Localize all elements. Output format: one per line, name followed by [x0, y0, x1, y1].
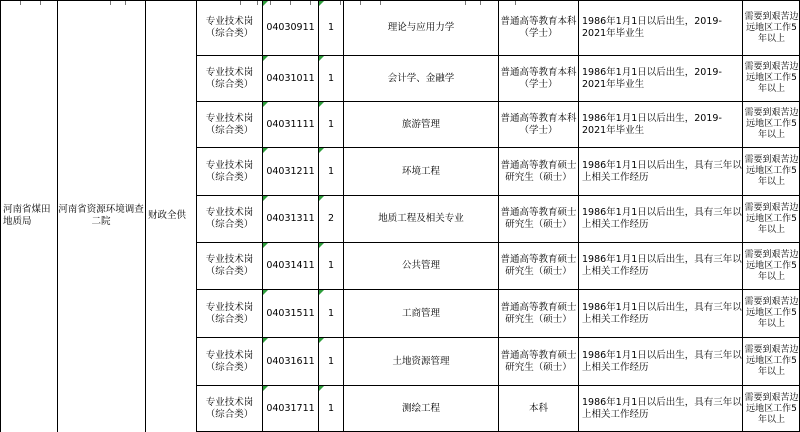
post-text: 专业技术岗（综合类） — [205, 16, 254, 39]
headcount-text: 1 — [327, 260, 335, 271]
note-cell[interactable] — [743, 1, 800, 55]
headcount-cell[interactable] — [319, 196, 343, 242]
position-code-cell[interactable] — [263, 102, 318, 147]
grid-column-line — [318, 0, 319, 432]
education-cell[interactable] — [499, 56, 578, 101]
requirement-cell[interactable] — [579, 243, 742, 289]
error-indicator-icon — [319, 148, 324, 153]
funding-text: 财政全供 — [148, 210, 187, 221]
position-code-text: 04031311 — [266, 213, 315, 224]
education-cell[interactable] — [499, 1, 578, 55]
position-code-text: 04031011 — [266, 72, 315, 84]
requirement-cell[interactable] — [579, 56, 742, 101]
education-cell[interactable] — [499, 243, 578, 289]
position-code-cell[interactable] — [263, 338, 318, 385]
headcount-text: 1 — [327, 118, 335, 130]
position-code-cell[interactable] — [263, 196, 318, 242]
education-cell[interactable] — [499, 102, 578, 147]
headcount-text: 1 — [327, 22, 335, 33]
position-code-text: 04031611 — [266, 355, 315, 367]
grid-row-line — [196, 147, 800, 148]
education-text: 本科 — [528, 403, 548, 414]
post-text: 专业技术岗（综合类） — [205, 207, 254, 230]
major-text: 工商管理 — [401, 307, 440, 319]
position-code-text: 04031511 — [266, 307, 315, 319]
post-text: 专业技术岗（综合类） — [205, 159, 254, 183]
education-text: 普通高等教育本科（学士） — [500, 66, 577, 90]
note-cell[interactable] — [743, 196, 800, 242]
note-cell[interactable] — [743, 56, 800, 101]
education-text: 普通高等教育硕士研究生（硕士） — [500, 207, 577, 230]
position-code-cell[interactable] — [263, 386, 318, 432]
note-text: 需要到艰苦边远地区工作5年以上 — [744, 202, 799, 235]
grid-column-line — [145, 0, 146, 432]
major-cell[interactable] — [344, 386, 498, 432]
position-code-text: 04031411 — [266, 260, 315, 271]
post-cell[interactable] — [197, 148, 262, 195]
error-indicator-icon — [263, 290, 268, 295]
position-code-cell[interactable] — [263, 243, 318, 289]
note-cell[interactable] — [743, 148, 800, 195]
major-text: 测绘工程 — [401, 403, 440, 414]
post-cell[interactable] — [197, 1, 262, 55]
note-text: 需要到艰苦边远地区工作5年以上 — [744, 392, 799, 425]
major-cell[interactable] — [344, 56, 498, 101]
post-cell[interactable] — [197, 243, 262, 289]
post-cell[interactable] — [197, 56, 262, 101]
grid-column-line — [343, 0, 344, 432]
headcount-cell[interactable] — [319, 243, 343, 289]
post-text: 专业技术岗（综合类） — [205, 254, 254, 277]
major-cell[interactable] — [344, 338, 498, 385]
grid-row-line — [196, 337, 800, 338]
note-cell[interactable] — [743, 386, 800, 432]
major-text: 会计学、金融学 — [387, 72, 455, 84]
note-text: 需要到艰苦边远地区工作5年以上 — [744, 155, 799, 187]
error-indicator-icon — [319, 102, 324, 107]
headcount-text: 1 — [327, 403, 335, 414]
grid-row-line — [196, 289, 800, 290]
major-cell[interactable] — [344, 243, 498, 289]
note-text: 需要到艰苦边远地区工作5年以上 — [744, 11, 799, 44]
education-cell[interactable] — [499, 196, 578, 242]
grid-column-line — [578, 0, 579, 432]
grid-column-line — [262, 0, 263, 432]
headcount-cell[interactable] — [319, 386, 343, 432]
error-indicator-icon — [319, 1, 324, 6]
major-text: 环境工程 — [401, 165, 440, 177]
major-cell[interactable] — [344, 1, 498, 55]
post-cell[interactable] — [197, 386, 262, 432]
department-text: 河南省煤田地质局 — [3, 204, 51, 227]
post-text: 专业技术岗（综合类） — [205, 301, 254, 325]
education-text: 普通高等教育硕士研究生（硕士） — [500, 159, 577, 183]
error-indicator-icon — [319, 386, 324, 391]
error-indicator-icon — [263, 56, 268, 61]
grid-row-line — [196, 101, 800, 102]
requirement-cell[interactable] — [579, 386, 742, 432]
requirement-text: 1986年1月1日以后出生，具有三年以上相关工作经历 — [582, 397, 742, 420]
major-text: 地质工程及相关专业 — [378, 213, 464, 224]
grid-column-line — [57, 0, 58, 432]
position-code-text: 04031211 — [266, 165, 315, 177]
major-text: 公共管理 — [401, 260, 440, 271]
headcount-text: 1 — [327, 307, 335, 319]
error-indicator-icon — [319, 338, 324, 343]
note-cell[interactable] — [743, 338, 800, 385]
grid-row-line — [196, 385, 800, 386]
post-text: 专业技术岗（综合类） — [205, 349, 254, 373]
requirement-text: 1986年1月1日以后出生，具有三年以上相关工作经历 — [582, 254, 742, 277]
education-cell[interactable] — [499, 338, 578, 385]
note-text: 需要到艰苦边远地区工作5年以上 — [744, 297, 799, 329]
funding-cell[interactable] — [145, 0, 196, 432]
education-text: 普通高等教育本科（学士） — [500, 112, 577, 136]
unit-cell[interactable] — [57, 0, 145, 432]
post-cell[interactable] — [197, 102, 262, 147]
department-cell[interactable] — [0, 0, 57, 432]
grid-column-line — [196, 0, 197, 432]
post-cell[interactable] — [197, 196, 262, 242]
requirement-cell[interactable] — [579, 102, 742, 147]
position-code-cell[interactable] — [263, 1, 318, 55]
requirement-text: 1986年1月1日以后出生，具有三年以上相关工作经历 — [582, 159, 742, 183]
education-text: 普通高等教育本科（学士） — [500, 16, 577, 39]
requirement-cell[interactable] — [579, 338, 742, 385]
education-text: 普通高等教育硕士研究生（硕士） — [500, 349, 577, 373]
error-indicator-icon — [263, 243, 268, 248]
headcount-cell[interactable] — [319, 148, 343, 195]
grid-row-line — [196, 195, 800, 196]
requirement-text: 1986年1月1日以后出生，具有三年以上相关工作经历 — [582, 349, 742, 373]
post-cell[interactable] — [197, 290, 262, 337]
post-text: 专业技术岗（综合类） — [205, 397, 254, 420]
note-cell[interactable] — [743, 102, 800, 147]
note-text: 需要到艰苦边远地区工作5年以上 — [744, 345, 799, 377]
major-cell[interactable] — [344, 290, 498, 337]
major-cell[interactable] — [344, 196, 498, 242]
error-indicator-icon — [319, 196, 324, 201]
error-indicator-icon — [319, 290, 324, 295]
major-text: 理论与应用力学 — [387, 22, 455, 33]
unit-text: 河南省资源环境调查二院 — [58, 204, 144, 227]
position-code-text: 04030911 — [266, 22, 315, 33]
major-text: 土地资源管理 — [392, 355, 450, 367]
error-indicator-icon — [263, 338, 268, 343]
grid-row-line — [196, 55, 800, 56]
major-text: 旅游管理 — [401, 118, 440, 130]
headcount-cell[interactable] — [319, 338, 343, 385]
major-cell[interactable] — [344, 148, 498, 195]
error-indicator-icon — [319, 243, 324, 248]
error-indicator-icon — [263, 386, 268, 391]
position-code-text: 04031111 — [266, 118, 315, 130]
position-code-cell[interactable] — [263, 148, 318, 195]
error-indicator-icon — [263, 1, 268, 6]
position-code-cell[interactable] — [263, 56, 318, 101]
requirement-cell[interactable] — [579, 196, 742, 242]
post-cell[interactable] — [197, 338, 262, 385]
education-cell[interactable] — [499, 290, 578, 337]
error-indicator-icon — [263, 148, 268, 153]
note-text: 需要到艰苦边远地区工作5年以上 — [744, 62, 799, 94]
requirement-cell[interactable] — [579, 148, 742, 195]
grid-top-line — [0, 0, 800, 1]
headcount-cell[interactable] — [319, 290, 343, 337]
headcount-text: 1 — [327, 165, 335, 177]
headcount-cell[interactable] — [319, 102, 343, 147]
headcount-cell[interactable] — [319, 1, 343, 55]
note-text: 需要到艰苦边远地区工作5年以上 — [744, 108, 799, 140]
position-code-text: 04031711 — [266, 403, 315, 414]
major-cell[interactable] — [344, 102, 498, 147]
requirement-text: 1986年1月1日以后出生，2019-2021年毕业生 — [582, 112, 722, 136]
post-text: 专业技术岗（综合类） — [205, 112, 254, 136]
requirement-cell[interactable] — [579, 290, 742, 337]
grid-column-line — [0, 0, 1, 432]
note-cell[interactable] — [743, 243, 800, 289]
headcount-cell[interactable] — [319, 56, 343, 101]
grid-column-line — [498, 0, 499, 432]
note-cell[interactable] — [743, 290, 800, 337]
education-cell[interactable] — [499, 386, 578, 432]
note-text: 需要到艰苦边远地区工作5年以上 — [744, 249, 799, 282]
requirement-text: 1986年1月1日以后出生，2019-2021年毕业生 — [582, 66, 722, 90]
grid-column-line — [742, 0, 743, 432]
headcount-text: 2 — [327, 213, 335, 224]
headcount-text: 1 — [327, 355, 335, 367]
error-indicator-icon — [319, 56, 324, 61]
requirement-text: 1986年1月1日以后出生，具有三年以上相关工作经历 — [582, 207, 742, 230]
requirement-text: 1986年1月1日以后出生，具有三年以上相关工作经历 — [582, 301, 742, 325]
error-indicator-icon — [263, 196, 268, 201]
headcount-text: 1 — [327, 72, 335, 84]
error-indicator-icon — [263, 102, 268, 107]
education-cell[interactable] — [499, 148, 578, 195]
position-code-cell[interactable] — [263, 290, 318, 337]
grid-row-line — [196, 242, 800, 243]
requirement-text: 1986年1月1日以后出生，2019-2021年毕业生 — [582, 16, 722, 39]
education-text: 普通高等教育硕士研究生（硕士） — [500, 254, 577, 277]
requirement-cell[interactable] — [579, 1, 742, 55]
education-text: 普通高等教育硕士研究生（硕士） — [500, 301, 577, 325]
post-text: 专业技术岗（综合类） — [205, 66, 254, 90]
